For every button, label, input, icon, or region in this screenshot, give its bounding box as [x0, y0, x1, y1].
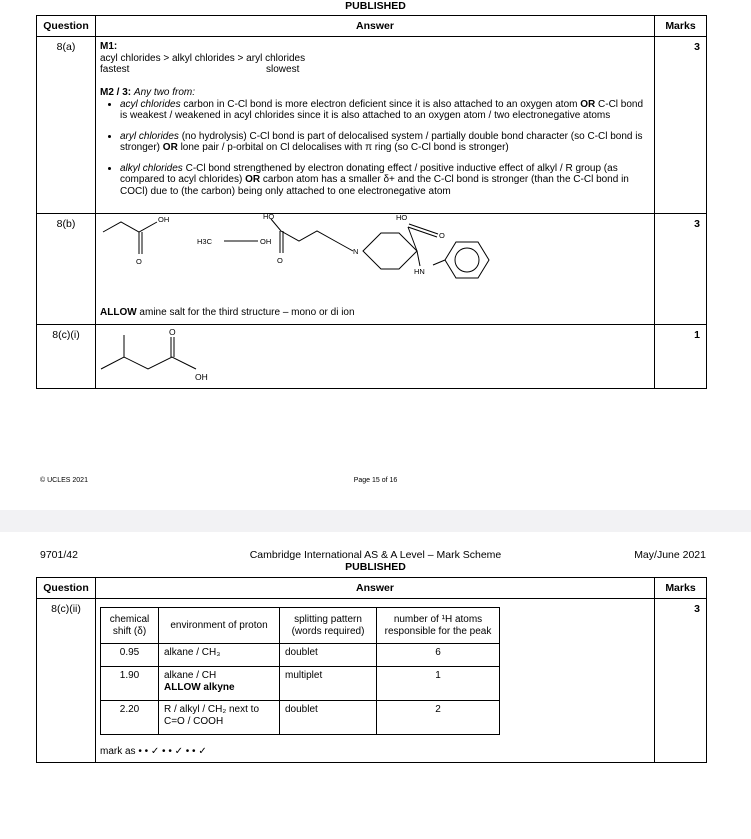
footer-copyright: © UCLES 2021 — [40, 477, 88, 484]
table-header-row — [37, 16, 707, 37]
piperidine-ring — [363, 233, 417, 269]
marks-column-header: Marks — [655, 578, 707, 599]
question-number: 8(b) — [37, 214, 96, 325]
count-cell: 6 — [377, 644, 500, 667]
m1-label: M1: — [100, 41, 118, 52]
environment-cell — [159, 667, 280, 701]
count-cell: 1 — [377, 667, 500, 701]
allow-note — [100, 307, 355, 318]
question-column-header: Question — [37, 578, 96, 599]
page-gap — [0, 510, 751, 532]
term: acyl chlorides — [120, 98, 181, 110]
environment-text: alkane / CH — [164, 670, 217, 681]
question-8cii-row — [37, 599, 707, 763]
s3-ho2-label: HO — [396, 214, 408, 222]
nmr-header-splitting: splitting pattern (words required) — [280, 608, 377, 644]
text: C-Cl bond is weakest / weakened in acyl chlorides since it is also attached to an oxygen atom / two electronegative atoms — [120, 98, 644, 121]
o-label: O — [169, 327, 176, 337]
marks-value: 3 — [655, 214, 707, 325]
published-header: PUBLISHED — [345, 561, 406, 573]
answer-cell — [96, 599, 655, 763]
question-8ci-row — [37, 325, 707, 389]
s1-oh-label: OH — [158, 215, 170, 224]
question-number: 8(c)(i) — [37, 325, 96, 389]
or-keyword: OR — [580, 98, 596, 110]
published-header: PUBLISHED — [345, 0, 406, 12]
marks-value: 3 — [655, 37, 707, 214]
s2-h3c-label: H3C — [197, 237, 213, 246]
s3-hn-label: HN — [414, 267, 425, 276]
structures-8b — [96, 214, 656, 306]
text: lone pair / p-orbital on Cl delocalises with π ring (so C-Cl bond is stronger) — [177, 142, 509, 153]
question-number: 8(a) — [37, 37, 96, 214]
shift-cell: 2.20 — [101, 701, 159, 735]
nmr-header-row — [101, 608, 500, 644]
answer-column-header: Answer — [96, 578, 655, 599]
table-header-row — [37, 578, 707, 599]
text: C-Cl bond strengthened by electron donating effect / positive inductive effect of alkyl / R group (as compared to acyl chlorides) — [120, 162, 618, 185]
splitting-cell: doublet — [280, 701, 377, 735]
structure-3-nh-ph-bond — [433, 260, 445, 265]
structure-8ci — [96, 325, 256, 387]
m23-heading — [100, 87, 650, 99]
benzene-ring — [445, 242, 489, 278]
question-8b-row — [37, 214, 707, 325]
s3-n-label: N — [353, 247, 359, 256]
or-keyword: OR — [245, 174, 261, 185]
list-item — [120, 163, 650, 198]
marking-points — [100, 99, 650, 198]
marks-value: 1 — [655, 325, 707, 389]
s1-o-label: O — [136, 257, 142, 266]
nmr-header-shift: chemical shift (δ) — [101, 608, 159, 644]
header-syllabus-code: 9701/42 — [40, 549, 78, 561]
structure-3-cn-bond — [417, 251, 420, 266]
mark-scheme-table — [36, 15, 707, 389]
shift-cell: 1.90 — [101, 667, 159, 701]
count-cell: 2 — [377, 701, 500, 735]
list-item — [120, 99, 650, 122]
splitting-cell: multiplet — [280, 667, 377, 701]
m23-any-two: Any two from: — [133, 87, 196, 98]
allow-text: amine salt for the third structure – mono or di ion — [136, 307, 355, 318]
header-session: May/June 2021 — [634, 549, 706, 561]
slowest-label: slowest — [266, 64, 300, 75]
text: (no hydrolysis) C-Cl bond is part of delocalised system / partially double bond character (so C-Cl bond is stronger) — [120, 130, 643, 153]
s3-ho-label: HO — [263, 214, 275, 221]
question-column-header: Question — [37, 16, 96, 37]
rate-labels — [100, 64, 650, 76]
answer-cell — [96, 214, 655, 325]
s2-oh-label: OH — [260, 237, 272, 246]
table-row — [101, 701, 500, 735]
header-title: Cambridge International AS & A Level – Mark Scheme — [249, 549, 502, 561]
term: alkyl chlorides — [120, 162, 183, 174]
fastest-label: fastest — [100, 64, 130, 75]
answer-cell — [96, 325, 655, 389]
question-8a-row — [37, 37, 707, 214]
mark-as-note: mark as • • ✓ • • ✓ • • ✓ — [100, 746, 207, 757]
oh-label: OH — [195, 372, 208, 382]
shift-cell: 0.95 — [101, 644, 159, 667]
allow-keyword: ALLOW — [100, 307, 137, 318]
structure-8ci-chain — [101, 357, 196, 369]
environment-text: R / alkyl / CH₂ next to C=O / COOH — [164, 704, 260, 727]
marks-value: 3 — [655, 599, 707, 763]
or-keyword: OR — [162, 142, 178, 153]
environment-cell — [159, 644, 280, 667]
mark-scheme-table — [36, 577, 707, 763]
question-number: 8(c)(ii) — [37, 599, 96, 763]
s3-o-label: O — [277, 256, 283, 265]
mark-scheme-page-16 — [0, 532, 751, 839]
s3-o2-label: O — [439, 231, 445, 240]
list-item — [120, 131, 650, 154]
term: aryl chlorides — [120, 130, 179, 142]
nmr-table — [100, 607, 500, 735]
text: carbon in C-Cl bond is more electron deficient since it is also attached to an oxygen atom — [180, 98, 581, 110]
environment-cell — [159, 701, 280, 735]
table-row — [101, 667, 500, 701]
nmr-header-environment: environment of proton — [159, 608, 280, 644]
text: carbon atom has a smaller δ+ and the C-Cl bond is stronger (than the C-Cl bond in COCl) due to (the carbon) being only attached to one electronegative atom — [120, 174, 629, 197]
m23-label: M2 / 3: — [100, 87, 132, 98]
environment-allow: ALLOW alkyne — [164, 681, 235, 693]
reactivity-order: acyl chlorides > alkyl chlorides > aryl chlorides — [100, 52, 306, 64]
splitting-cell: doublet — [280, 644, 377, 667]
answer-cell — [96, 37, 655, 214]
marks-column-header: Marks — [655, 16, 707, 37]
structure-3-cooh-bond — [408, 227, 417, 251]
table-row — [101, 644, 500, 667]
footer-page-number: Page 15 of 16 — [353, 477, 398, 484]
environment-text: alkane / CH₃ — [164, 647, 221, 658]
answer-column-header: Answer — [96, 16, 655, 37]
nmr-header-count: number of ¹H atoms responsible for the peak — [377, 608, 500, 644]
benzene-aromatic-circle — [455, 248, 479, 272]
structure-1-chain — [103, 222, 157, 232]
